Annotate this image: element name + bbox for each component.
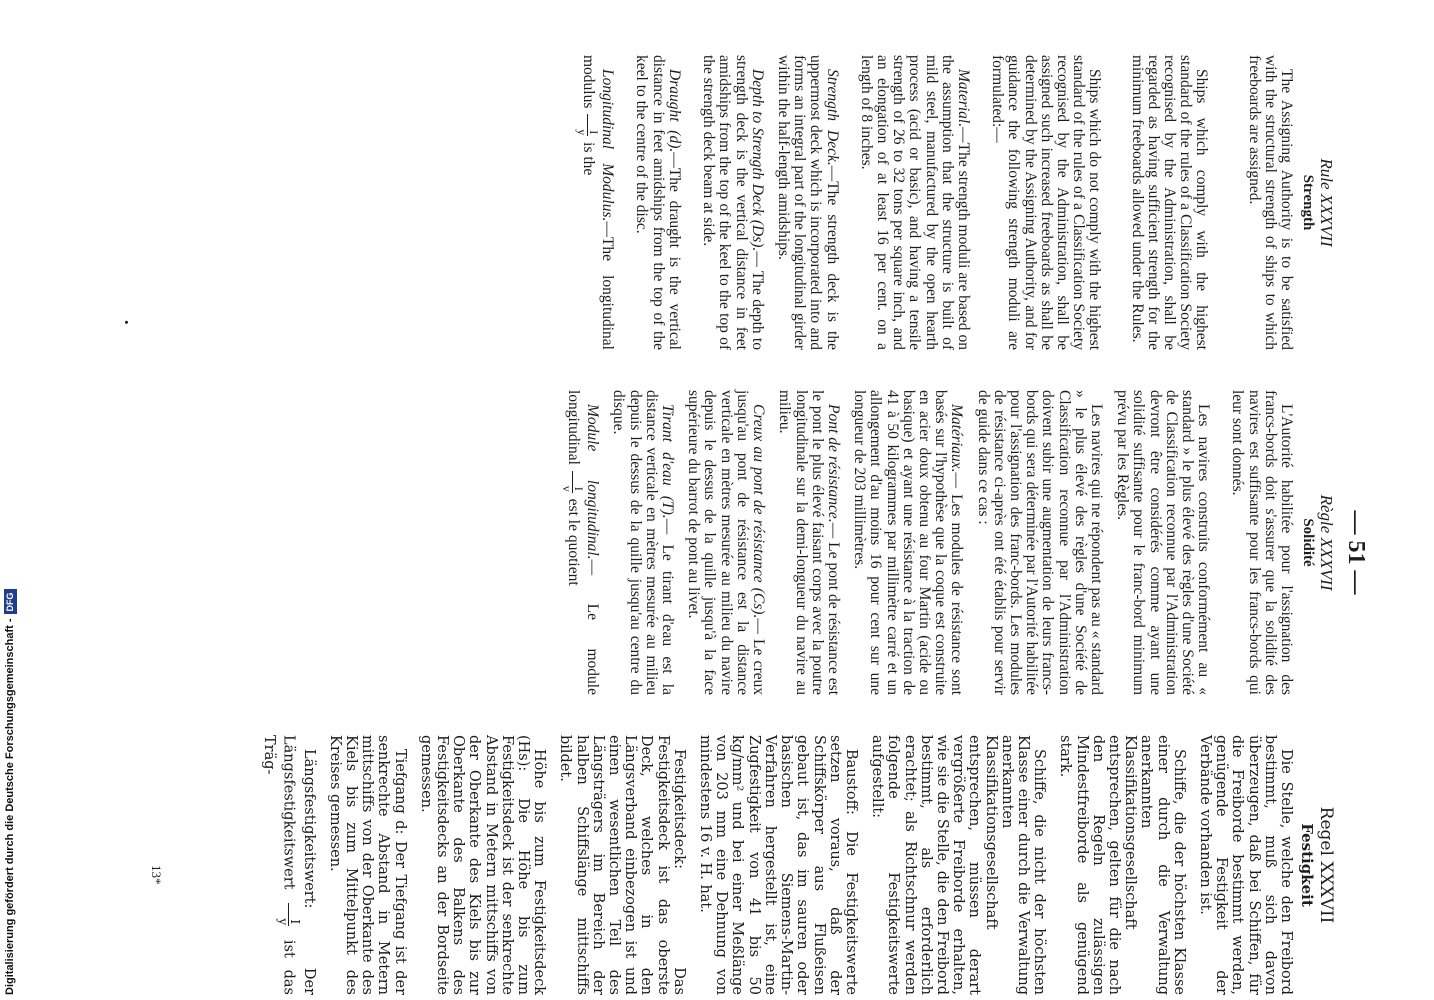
fraction-denominator: y [276, 918, 291, 926]
paragraph [697, 735, 859, 995]
definition: Das Festigkeitsdeck ist das oberste Deck, welches in den Längsverband einbezogen ist und einen wesentlichen Teil des Längsträgers im Bereich der halben Schiffslänge mittschiffs bildet. [557, 735, 687, 995]
definition: —The longitudinal modulus [580, 55, 617, 350]
definition: ist das Träg- [261, 735, 297, 996]
fraction [276, 903, 303, 926]
title-english: Strength [1300, 174, 1316, 231]
paragraph [261, 735, 316, 995]
definition: — Le pont de résistance est le pont le plus élevé faisant corps avec la poutre longitudinale sur la demi-longueur du navire au milieu. [776, 390, 842, 695]
paragraph: Schiffe, die der höchsten Klasse einer durch die Verwaltung anerkannten Klassifikationsgesellschaft entsprechen, gelten für die nach den Regeln zulässigen Mindestfreiborde als genügend stark. [1057, 735, 1187, 995]
term: Depth to Strength Deck (Ds). [748, 69, 766, 252]
term: Höhe bis zum Festigkeitsdeck (Hs): [515, 735, 548, 995]
paragraph: Les navires qui ne répondent pas au « standard » le plus élevé des règles d'une Société de Classification reconnue par l'Administration doivent subir une augmentation de leurs francs-bords qui sera déterminée par l'Autorité habilitée pour l'assignation des franc-bords. Les modules de résistance ci-après ont été établis pour servir de guide dans ce cas : [974, 390, 1105, 695]
term: Creux au pont de résistance (Cs). [750, 404, 768, 619]
paragraph [775, 55, 840, 350]
paragraph: L'Autorité habilitée pour l'assignation des francs-bords doit s'assurer que la solidité des navires est suffisante pour les francs-bords qui leur sont donnés. [1229, 390, 1295, 695]
stray-dot: • [119, 320, 134, 325]
term: Matériaux. [948, 404, 966, 473]
fraction-denominator: y [575, 129, 590, 136]
rule-heading-english: Rule XXXVII [1317, 158, 1336, 247]
paragraph [700, 55, 765, 350]
definition: Der Längsfestigkeitswert [280, 735, 317, 995]
term: Material. [954, 69, 972, 128]
definition: Der Tiefgang ist der senkrechte Abstand in Metern mittschiffs von der Oberkante des Kiels bis zum Mittelpunkt des Kreises gemessen. [326, 735, 408, 995]
term: Module longitudinal. [584, 404, 602, 560]
paragraph: The Assigning Authority is to be satisfied with the structural strength of ships to which freeboards are assigned. [1245, 55, 1295, 350]
definition: —The strength deck is the uppermost deck which is incorporated into and forms an integral part of the longitudinal girder within the half-length amidships. [774, 55, 841, 350]
definition: — Les modules de résistance sont basés sur l'hypothèse que la coque est construite en acier doux obtenu au four Martin (acide ou basique) et ayant une résistance à la traction de 41 à 50 kilogrammes par millimètre carré et un allongement d'au moins 16 pour cent sur une longueur de 203 millimètres. [851, 390, 966, 695]
term: Longitudinal Modulus. [599, 69, 617, 222]
rule-heading-french: Règle XXXVII [1317, 494, 1336, 591]
term: Baustoff: [842, 749, 859, 815]
page-number: — 51 — [1343, 510, 1369, 595]
paragraph [418, 735, 548, 995]
fraction-numerator: I [572, 471, 584, 493]
term: Strength Deck. [823, 69, 841, 166]
fraction-denominator: v [560, 485, 575, 492]
title-german: Festigkeit [1298, 823, 1316, 907]
definition: Die Festigkeitswerte setzen voraus, daß der Schiffskörper aus Flußeisen gebaut ist, das im sauren oder basischen Siemens-Martin-Verfahren hergestellt ist, eine Zugfestigkeit von 41 bis 50 kg/mm² und bei einer Meßlänge von 203 mm eine Dehnung von mindestens 16 v. H. hat. [697, 735, 859, 995]
sheet-mark: 13* [149, 865, 164, 885]
definition: — Le module longitudinal [565, 390, 602, 695]
definition: est le quotient [565, 498, 583, 586]
paragraph: Ships which do not comply with the highest standard of the rules of a Classification Society recognised by the Administration, shall be assigned such increased freeboards as shall be determined by the Assigning Authority, and for guidance the following strength moduli are formulated:— [989, 55, 1104, 350]
fraction-numerator: I [288, 903, 300, 926]
paragraph [327, 735, 408, 995]
definition: Die Höhe bis zum Festigkeitsdeck ist der senkrechte Abstand in Metern mittschiffs von der Oberkante des Kiels bis zur Oberkante des Balkens des Festigkeitsdecks an der Bordseite gemessen. [417, 735, 532, 995]
fraction-numerator: I [587, 114, 599, 136]
paragraph [851, 390, 964, 695]
definition: —The strength moduli are based on the assumption that the structure is built of mild steel, manufactured by the open hearth process (acid or basic), and having a tensile strength of 26 to 32 tons per square inch, and an elongation of at least 16 per cent. on a length of 8 inches. [857, 55, 972, 350]
paragraph [776, 390, 841, 695]
term: Tiefgang d: [391, 749, 408, 835]
column-french [551, 390, 1294, 695]
paragraph [610, 390, 675, 695]
paragraph [557, 735, 687, 995]
fraction [560, 471, 587, 493]
definition: is the [580, 142, 598, 176]
paragraph [858, 55, 971, 350]
column-english [566, 55, 1294, 350]
term: Draught (d). [665, 69, 683, 153]
column-german [251, 735, 1294, 995]
paragraph [633, 55, 682, 350]
term: Längsfestigkeitswert: [300, 749, 317, 909]
paragraph: Schiffe, die nicht der höchsten Klasse einer durch die Verwaltung anerkannten Klassifikationsgesellschaft entsprechen, müssen derart vergrößerte Freiborde erhalten, wie sie die Stelle, die den Freibord bestimmt, als erforderlich erachtet; als Richtschnur werden folgende Festigkeitswerte aufgestellt: [869, 735, 1048, 995]
dfg-logo-icon: DFG [4, 589, 17, 614]
definition: — Le tirant d'eau est la distance verticale en mètres mesurée au milieu depuis le dessus de la quille jusqu'au centre du disque. [610, 390, 677, 695]
paragraph: Les navires construits conformément au « standard » le plus élevé des règles d'une Société de Classification reconnue par l'Administration devront être considérés comme ayant une solidité suffisante pour le franc-bord minimum prévu par les Règles. [1114, 390, 1213, 695]
definition: —The draught is the vertical distance in feet amidships from the top of the keel to the centre of the disc. [633, 55, 683, 350]
paragraph: Die Stelle, welche den Freibord bestimmt, muß sich davon überzeugen, daß bei Schiffen, für die Freiborde bestimmt werden, genügende Festigkeit der Verbände vorhanden ist. [1196, 735, 1294, 995]
paragraph [561, 390, 600, 695]
term: Pont de résistance. [824, 404, 842, 523]
fraction [575, 114, 602, 136]
rule-heading-german: Regel XXXVII [1316, 806, 1336, 924]
paragraph: Ships which comply with the highest standard of the rules of a Classification Society recognised by the Administration, shall be regarded as having sufficient strength for the minimum freeboards allowed under the Rules. [1128, 55, 1211, 350]
definition: — Le creux jusqu'au pont de résistance est la distance verticale en mètres mesurée au milieu du navire depuis le dessus de la quille jusqu'à la face supérieure du barrot de pont au livet. [685, 390, 768, 695]
definition: — The depth to strength deck is the vertical distance in feet amidships from the top of the keel to the top of the strength deck beam at side. [700, 55, 766, 350]
paragraph [685, 390, 766, 695]
funding-text: Digitalisierung gefördert durch die Deutsche Forschungsgemeinschaft - [4, 618, 16, 995]
term: Tirant d'eau (T). [659, 404, 677, 519]
term: Festigkeitsdeck: [670, 749, 687, 869]
paragraph [576, 55, 615, 350]
title-french: Solidité [1300, 518, 1316, 567]
funding-footer [2, 592, 18, 995]
